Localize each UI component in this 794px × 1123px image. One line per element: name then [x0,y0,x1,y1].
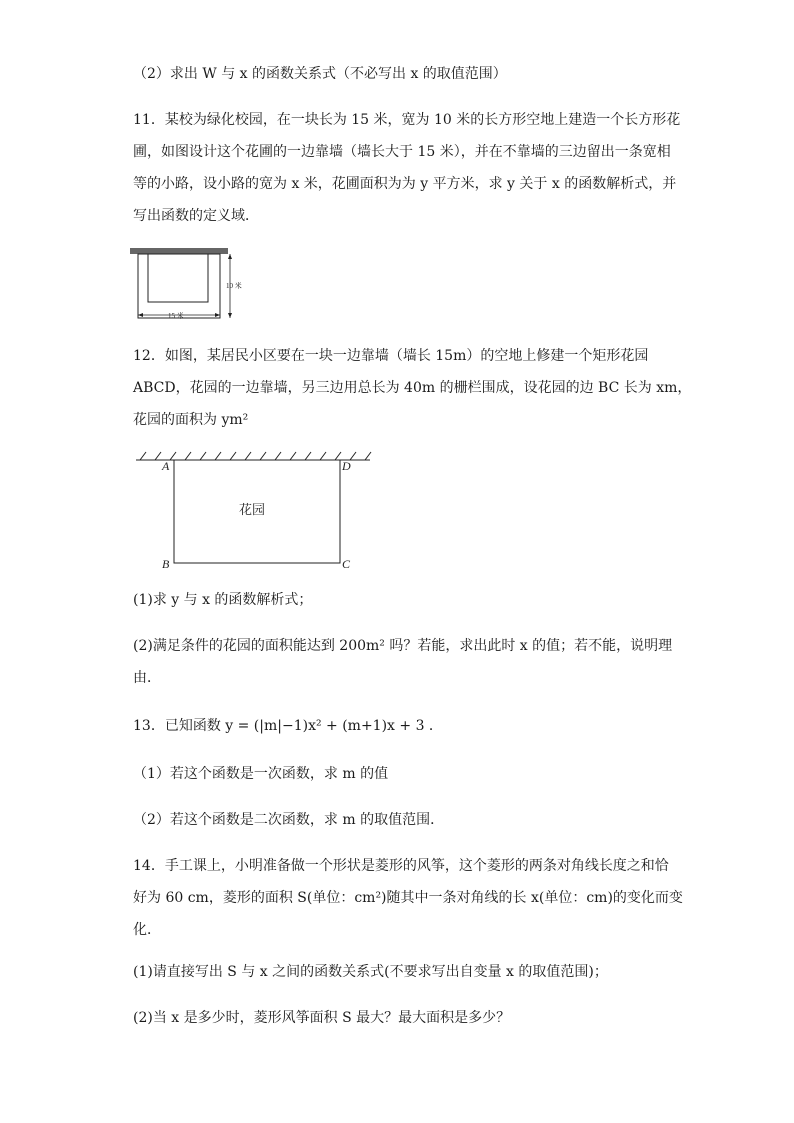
q12-part1: (1)求 y 与 x 的函数解析式； [133,592,313,608]
garden-label: 花园 [239,502,266,517]
q14-line3: 化． [133,922,161,938]
q12-line3: 花园的面积为 ym² [133,412,249,428]
vertex-c-label: C [342,557,351,571]
q11-line1: 11．某校为绿化校园，在一块长为 15 米，宽为 10 米的长方形空地上建造一个长方形花 [133,112,681,128]
q14-line2: 好为 60 cm，菱形的面积 S(单位：cm²)随其中一条对角线的长 x(单位：cm)的变化而变 [133,890,683,906]
q13-line1: 13．已知函数 y = (|m|−1)x² + (m+1)x + 3 ． [133,718,443,734]
vertex-a-label: A [162,459,170,473]
q12-part2-line1: (2)满足条件的花园的面积能达到 200m² 吗？若能，求出此时 x 的值；若不能，说明理 [133,638,673,654]
q11-line4: 写出函数的定义域． [133,208,259,224]
wall-bar [130,248,228,254]
q12-figure [128,448,378,580]
vertex-b-label: B [162,557,170,571]
q13-part2: （2）若这个函数是二次函数，求 m 的取值范围． [133,812,445,828]
q12-part2-line2: 由． [133,670,161,686]
dim-arrow [138,313,143,317]
wall-hatching [140,452,371,460]
inner-garden [148,254,208,302]
length-label: 15 米 [168,312,184,320]
q14-part1: (1)请直接写出 S 与 x 之间的函数关系式(不要求写出自变量 x 的取值范围)； [133,964,608,980]
q11-figure [128,244,248,328]
dim-arrow [228,254,232,259]
q13-part1: （1）若这个函数是一次函数，求 m 的值 [133,766,389,782]
q14-line1: 14．手工课上，小明准备做一个形状是菱形的风筝，这个菱形的两条对角线长度之和恰 [133,858,669,874]
dim-arrow [215,313,220,317]
q11-line2: 圃，如图设计这个花圃的一边靠墙（墙长大于 15 米），并在不靠墙的三边留出一条宽相 [133,144,671,160]
q11-line3: 等的小路，设小路的宽为 x 米，花圃面积为为 y 平方米，求 y 关于 x 的函数解析式，并 [133,176,677,192]
q12-line2: ABCD，花园的一边靠墙，另三边用总长为 40m 的栅栏围成，设花园的边 BC 长为 xm， [133,380,692,396]
vertex-d-label: D [342,459,351,473]
width-label: 10 米 [226,282,242,290]
q14-part2: (2)当 x 是多少时，菱形风筝面积 S 最大？最大面积是多少？ [133,1010,511,1026]
q12-line1: 12．如图，某居民小区要在一块一边靠墙（墙长 15m）的空地上修建一个矩形花园 [133,348,649,364]
dim-arrow [228,313,232,318]
q10-part2: （2）求出 W 与 x 的函数关系式（不必写出 x 的取值范围） [133,66,507,82]
